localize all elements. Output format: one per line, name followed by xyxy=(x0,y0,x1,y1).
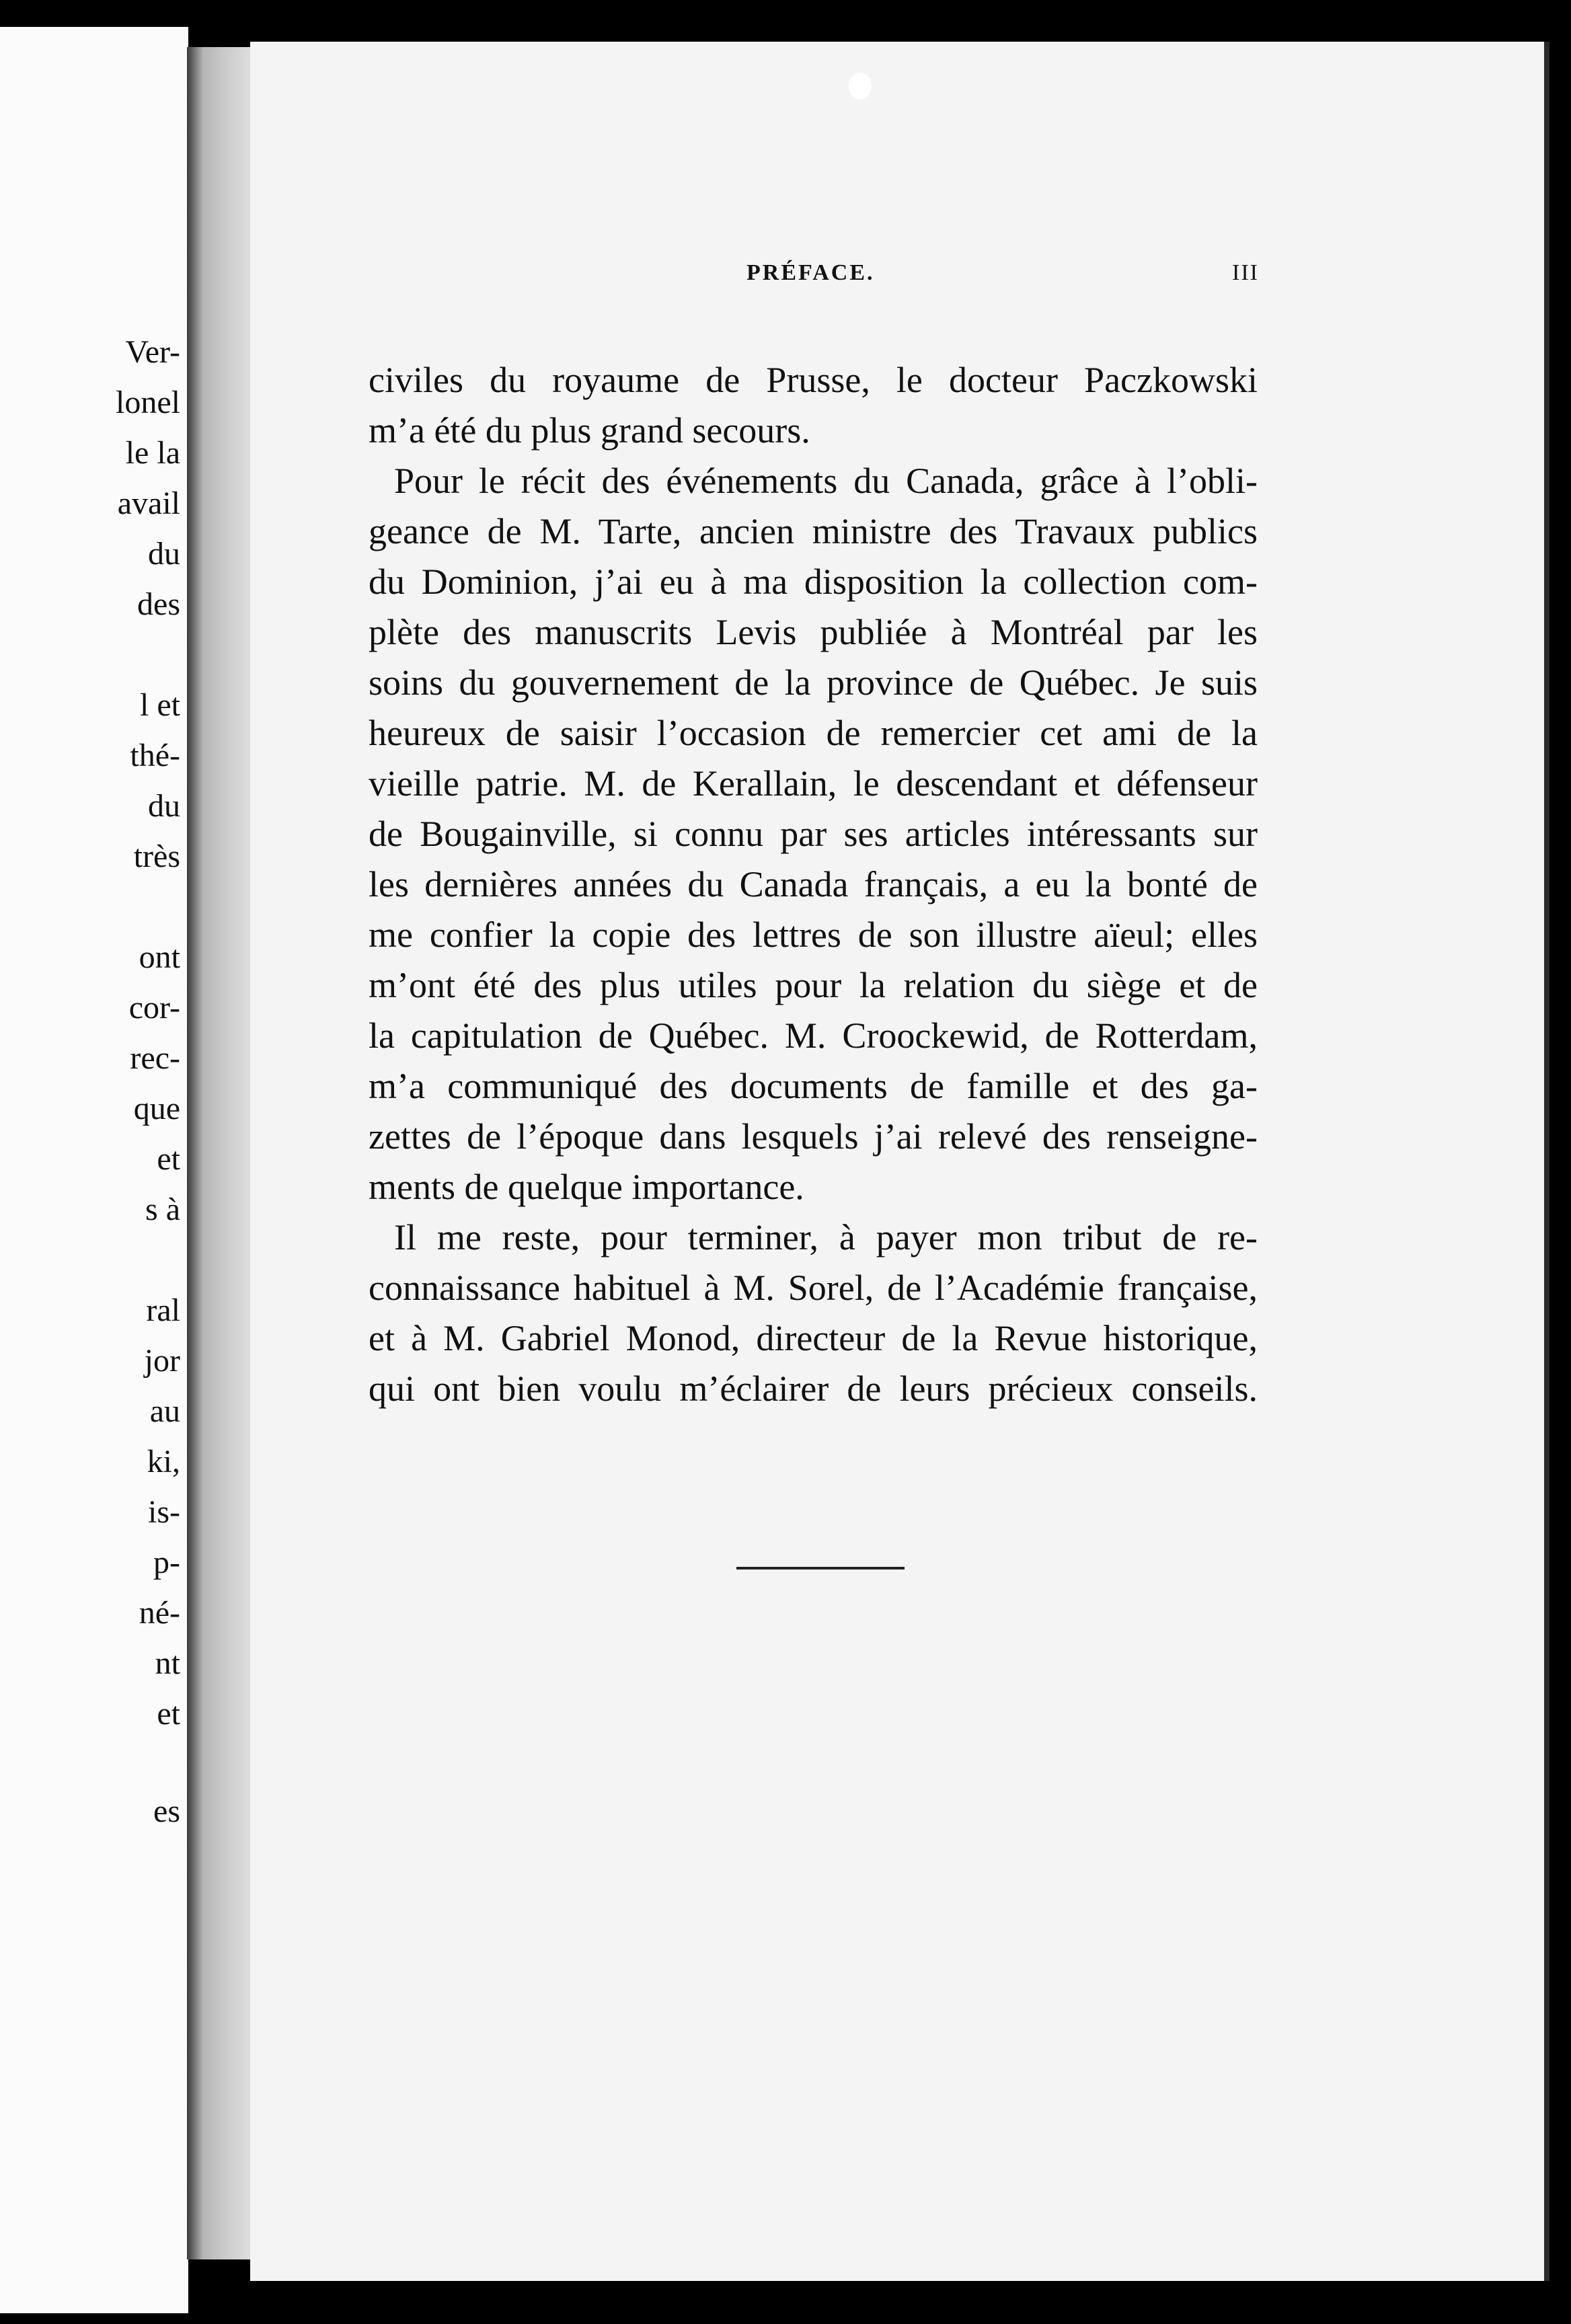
left-fragment: que xyxy=(133,1091,180,1126)
text-line: la capitulation de Québec. M. Croockewid, de Rotterdam, xyxy=(369,1015,1258,1056)
left-fragment: très xyxy=(133,839,180,874)
text-line: Pour le récit des événements du Canada, grâce à l’obli- xyxy=(394,461,1258,501)
left-fragment: rec- xyxy=(130,1040,180,1076)
text-line: heureux de saisir l’occasion de remercier cet ami de la xyxy=(369,713,1258,753)
text-line: m’a communiqué des documents de famille et des ga- xyxy=(369,1066,1258,1106)
text-line: Il me reste, pour terminer, à payer mon tribut de re- xyxy=(394,1217,1258,1257)
text-line: de Bougainville, si connu par ses articles intéressants sur xyxy=(369,814,1258,854)
left-fragment: du xyxy=(148,788,180,824)
left-fragment: et xyxy=(157,1696,180,1732)
text-line: zettes de l’époque dans lesquels j’ai relevé des renseigne- xyxy=(369,1116,1258,1157)
left-fragment: s à xyxy=(145,1192,180,1227)
left-fragment: avail xyxy=(117,486,180,521)
left-fragment: du xyxy=(148,536,180,572)
text-line: qui ont bien voulu m’éclairer de leurs précieux conseils. xyxy=(369,1368,1258,1409)
text-line: me confier la copie des lettres de son illustre aïeul; elles xyxy=(369,915,1258,955)
text-line: plète des manuscrits Levis publiée à Montréal par les xyxy=(369,612,1258,652)
left-fragment: Ver- xyxy=(125,334,180,370)
text-line: et à M. Gabriel Monod, directeur de la Revue historique, xyxy=(369,1318,1258,1358)
left-fragment: et xyxy=(157,1141,180,1177)
left-fragment: des xyxy=(137,586,180,622)
text-line: civiles du royaume de Prusse, le docteur Paczkowski xyxy=(369,360,1258,400)
text-line: ments de quelque importance. xyxy=(369,1167,804,1207)
left-fragment: is- xyxy=(148,1494,180,1530)
text-line: m’ont été des plus utiles pour la relation du siège et de xyxy=(369,965,1258,1005)
left-fragment: ki, xyxy=(147,1444,180,1479)
left-fragment: au xyxy=(149,1393,180,1429)
book-gutter-shadow xyxy=(187,47,252,2259)
left-fragment: ont xyxy=(139,939,180,975)
text-line: vieille patrie. M. de Kerallain, le descendant et défenseur xyxy=(369,763,1258,804)
text-line: du Dominion, j’ai eu à ma disposition la collection com- xyxy=(369,561,1258,602)
scan-speck xyxy=(849,73,872,100)
left-fragment: nt xyxy=(155,1645,180,1681)
left-fragment: es xyxy=(153,1793,180,1829)
left-fragment: p- xyxy=(153,1545,180,1580)
left-fragment: le la xyxy=(125,435,180,471)
left-fragment: né- xyxy=(139,1595,180,1631)
left-fragment: lonel xyxy=(116,385,180,420)
end-rule xyxy=(736,1567,905,1570)
text-line: m’a été du plus grand secours. xyxy=(369,410,810,451)
left-fragment: thé- xyxy=(130,738,180,773)
text-line: geance de M. Tarte, ancien ministre des Travaux publics xyxy=(369,511,1258,551)
left-fragment: jor xyxy=(144,1343,180,1379)
text-line: soins du gouvernement de la province de Québec. Je suis xyxy=(369,662,1258,703)
left-fragment: ral xyxy=(146,1292,180,1328)
left-fragment: l et xyxy=(140,687,180,723)
running-title: PRÉFACE. xyxy=(746,260,875,285)
left-fragment: cor- xyxy=(128,990,180,1025)
page-number: III xyxy=(1232,260,1259,285)
body-text xyxy=(369,355,1258,1414)
text-line: les dernières années du Canada français, a eu la bonté de xyxy=(369,864,1258,904)
running-head xyxy=(250,260,1272,301)
text-line: connaissance habituel à M. Sorel, de l’Académie française, xyxy=(369,1268,1258,1308)
previous-page-fragment xyxy=(0,27,188,2313)
